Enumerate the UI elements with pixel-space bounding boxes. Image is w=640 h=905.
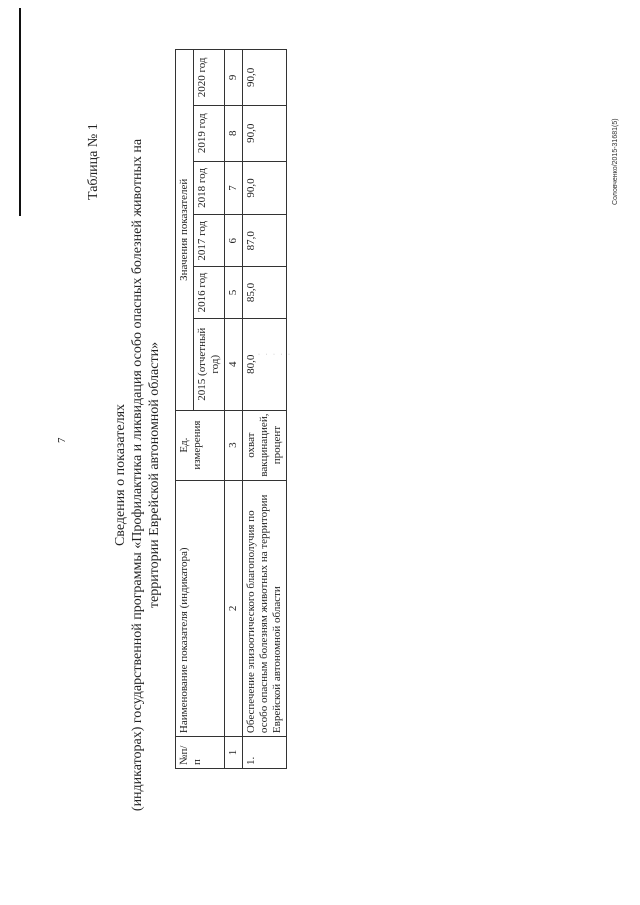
header-year: 2015 (отчетный год) (194, 318, 225, 410)
row-value: 87,0 (243, 215, 287, 267)
column-number: 5 (225, 267, 243, 319)
header-year: 2020 год (194, 50, 225, 106)
indicators-table (175, 49, 287, 769)
column-number: 1 (225, 737, 243, 769)
header-values-group: Значения показателей (176, 50, 194, 411)
footer-document-code: Соловченко/2015-31681(5) (612, 118, 619, 205)
page-number: 7 (56, 437, 68, 443)
row-indicator-name: Обеспечение эпизоотического благополучия по особо опасным болезням животных на территории Еврейской автономной области (243, 480, 287, 736)
header-num: №п/п (176, 737, 225, 769)
document-title-line-2: (индикаторах) государственной программы «Профилактика и ликвидация особо опасных болезней животных на (130, 138, 145, 812)
column-number: 6 (225, 215, 243, 267)
column-number-row (225, 50, 243, 769)
column-number: 2 (225, 480, 243, 736)
row-value: 90,0 (243, 50, 287, 106)
row-value: 80,0 (243, 318, 287, 410)
header-year: 2017 год (194, 215, 225, 267)
header-row-1 (176, 50, 194, 769)
row-unit: охват вакцинацией, процент (243, 410, 287, 480)
column-number: 4 (225, 318, 243, 410)
header-year: 2019 год (194, 105, 225, 161)
row-value: 85,0 (243, 267, 287, 319)
header-year: 2018 год (194, 161, 225, 215)
table-row (243, 50, 287, 769)
header-name: Наименование показателя (индикатора) (176, 480, 225, 736)
row-value: 90,0 (243, 105, 287, 161)
header-year: 2016 год (194, 267, 225, 319)
column-number: 7 (225, 161, 243, 215)
document-title-line-1: Сведения о показателях (113, 403, 128, 547)
column-number: 3 (225, 410, 243, 480)
scan-artifact: · · · · · (258, 352, 292, 358)
row-num: 1. (243, 737, 287, 769)
column-number: 8 (225, 105, 243, 161)
table-label: Таблица № 1 (86, 123, 101, 200)
row-value: 90,0 (243, 161, 287, 215)
document-title-line-3: территории Еврейской автономной области» (147, 341, 162, 609)
column-number: 9 (225, 50, 243, 106)
header-unit: Ед. измерения (176, 410, 225, 480)
